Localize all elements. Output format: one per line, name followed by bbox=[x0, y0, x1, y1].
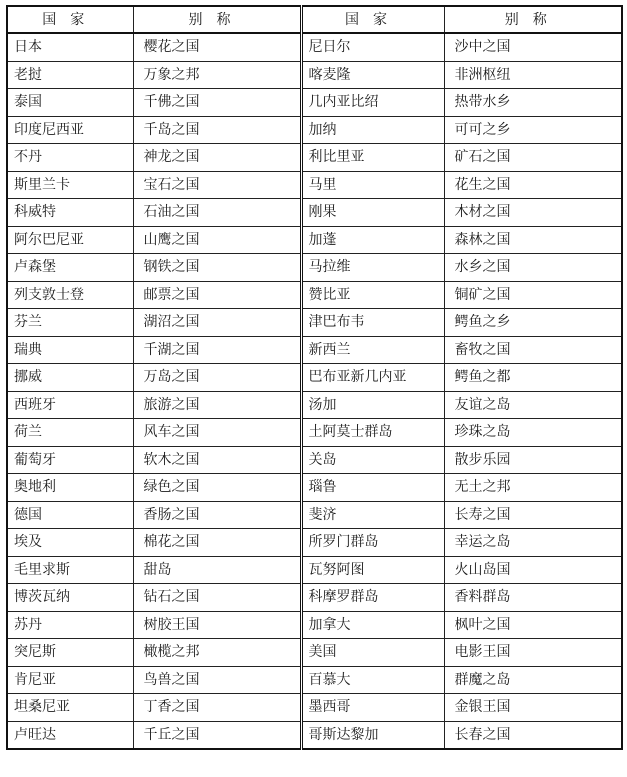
table-row bbox=[7, 474, 622, 502]
country-cell-left: 肯尼亚 bbox=[7, 666, 133, 694]
header-alias-left: 别称 bbox=[133, 6, 301, 33]
alias-cell-right: 可可之乡 bbox=[444, 116, 622, 144]
table-row bbox=[7, 584, 622, 612]
country-cell-left: 挪威 bbox=[7, 364, 133, 392]
alias-cell-right: 无土之邦 bbox=[444, 474, 622, 502]
country-cell-right: 几内亚比绍 bbox=[301, 89, 444, 117]
alias-cell-left: 风车之国 bbox=[133, 419, 301, 447]
table-row bbox=[7, 694, 622, 722]
country-cell-left: 坦桑尼亚 bbox=[7, 694, 133, 722]
country-cell-left: 阿尔巴尼亚 bbox=[7, 226, 133, 254]
country-cell-right: 刚果 bbox=[301, 199, 444, 227]
alias-cell-right: 热带水乡 bbox=[444, 89, 622, 117]
country-cell-left: 科威特 bbox=[7, 199, 133, 227]
alias-cell-right: 幸运之岛 bbox=[444, 529, 622, 557]
country-cell-right: 加纳 bbox=[301, 116, 444, 144]
country-cell-right: 哥斯达黎加 bbox=[301, 721, 444, 749]
alias-cell-left: 万岛之国 bbox=[133, 364, 301, 392]
alias-cell-left: 绿色之国 bbox=[133, 474, 301, 502]
alias-cell-right: 矿石之国 bbox=[444, 144, 622, 172]
country-cell-left: 奥地利 bbox=[7, 474, 133, 502]
country-nickname-table bbox=[6, 5, 623, 750]
table-row bbox=[7, 611, 622, 639]
country-cell-left: 老挝 bbox=[7, 61, 133, 89]
table-row bbox=[7, 144, 622, 172]
country-cell-right: 汤加 bbox=[301, 391, 444, 419]
table-body bbox=[7, 33, 622, 749]
country-cell-right: 瓦努阿图 bbox=[301, 556, 444, 584]
table-row bbox=[7, 171, 622, 199]
country-cell-right: 马拉维 bbox=[301, 254, 444, 282]
country-cell-left: 毛里求斯 bbox=[7, 556, 133, 584]
country-cell-right: 瑙鲁 bbox=[301, 474, 444, 502]
country-cell-left: 博茨瓦纳 bbox=[7, 584, 133, 612]
alias-cell-right: 铜矿之国 bbox=[444, 281, 622, 309]
country-cell-right: 巴布亚新几内亚 bbox=[301, 364, 444, 392]
alias-cell-left: 鸟兽之国 bbox=[133, 666, 301, 694]
country-cell-right: 科摩罗群岛 bbox=[301, 584, 444, 612]
country-cell-right: 赞比亚 bbox=[301, 281, 444, 309]
alias-cell-left: 树胶王国 bbox=[133, 611, 301, 639]
alias-cell-right: 沙中之国 bbox=[444, 33, 622, 61]
table-header bbox=[7, 6, 622, 33]
table-row bbox=[7, 364, 622, 392]
alias-cell-left: 千丘之国 bbox=[133, 721, 301, 749]
alias-cell-right: 非洲枢纽 bbox=[444, 61, 622, 89]
alias-cell-left: 千佛之国 bbox=[133, 89, 301, 117]
country-cell-left: 西班牙 bbox=[7, 391, 133, 419]
alias-cell-left: 千岛之国 bbox=[133, 116, 301, 144]
country-cell-left: 瑞典 bbox=[7, 336, 133, 364]
table-row bbox=[7, 89, 622, 117]
alias-cell-right: 鳄鱼之乡 bbox=[444, 309, 622, 337]
alias-cell-left: 千湖之国 bbox=[133, 336, 301, 364]
country-cell-left: 卢森堡 bbox=[7, 254, 133, 282]
alias-cell-right: 香料群岛 bbox=[444, 584, 622, 612]
table-row bbox=[7, 254, 622, 282]
table-row bbox=[7, 419, 622, 447]
country-cell-left: 德国 bbox=[7, 501, 133, 529]
alias-cell-left: 棉花之国 bbox=[133, 529, 301, 557]
alias-cell-left: 宝石之国 bbox=[133, 171, 301, 199]
alias-cell-left: 神龙之国 bbox=[133, 144, 301, 172]
country-cell-left: 泰国 bbox=[7, 89, 133, 117]
country-cell-right: 关岛 bbox=[301, 446, 444, 474]
alias-cell-left: 石油之国 bbox=[133, 199, 301, 227]
table-row bbox=[7, 61, 622, 89]
table-row bbox=[7, 199, 622, 227]
alias-cell-left: 甜岛 bbox=[133, 556, 301, 584]
alias-cell-right: 鳄鱼之都 bbox=[444, 364, 622, 392]
alias-cell-left: 钢铁之国 bbox=[133, 254, 301, 282]
alias-cell-right: 火山岛国 bbox=[444, 556, 622, 584]
table-row bbox=[7, 116, 622, 144]
country-cell-left: 突尼斯 bbox=[7, 639, 133, 667]
table-row bbox=[7, 721, 622, 749]
alias-cell-right: 畜牧之国 bbox=[444, 336, 622, 364]
country-cell-right: 加蓬 bbox=[301, 226, 444, 254]
alias-cell-right: 友谊之岛 bbox=[444, 391, 622, 419]
country-cell-right: 美国 bbox=[301, 639, 444, 667]
table-row bbox=[7, 639, 622, 667]
country-cell-left: 印度尼西亚 bbox=[7, 116, 133, 144]
alias-cell-right: 长寿之国 bbox=[444, 501, 622, 529]
alias-cell-left: 樱花之国 bbox=[133, 33, 301, 61]
country-cell-right: 尼日尔 bbox=[301, 33, 444, 61]
alias-cell-right: 散步乐园 bbox=[444, 446, 622, 474]
header-country-left: 国家 bbox=[7, 6, 133, 33]
alias-cell-right: 金银王国 bbox=[444, 694, 622, 722]
country-cell-left: 列支敦士登 bbox=[7, 281, 133, 309]
alias-cell-right: 木材之国 bbox=[444, 199, 622, 227]
table-row bbox=[7, 281, 622, 309]
alias-cell-left: 山鹰之国 bbox=[133, 226, 301, 254]
country-cell-left: 埃及 bbox=[7, 529, 133, 557]
table-row bbox=[7, 309, 622, 337]
table-row bbox=[7, 556, 622, 584]
country-cell-left: 芬兰 bbox=[7, 309, 133, 337]
alias-cell-left: 香肠之国 bbox=[133, 501, 301, 529]
alias-cell-right: 群魔之岛 bbox=[444, 666, 622, 694]
alias-cell-right: 电影王国 bbox=[444, 639, 622, 667]
alias-cell-left: 软木之国 bbox=[133, 446, 301, 474]
country-cell-right: 墨西哥 bbox=[301, 694, 444, 722]
alias-cell-left: 万象之邦 bbox=[133, 61, 301, 89]
country-cell-right: 斐济 bbox=[301, 501, 444, 529]
alias-cell-left: 邮票之国 bbox=[133, 281, 301, 309]
alias-cell-right: 珍珠之岛 bbox=[444, 419, 622, 447]
country-cell-right: 利比里亚 bbox=[301, 144, 444, 172]
table-row bbox=[7, 336, 622, 364]
alias-cell-left: 橄榄之邦 bbox=[133, 639, 301, 667]
country-cell-left: 卢旺达 bbox=[7, 721, 133, 749]
table-row bbox=[7, 226, 622, 254]
alias-cell-right: 花生之国 bbox=[444, 171, 622, 199]
country-cell-right: 加拿大 bbox=[301, 611, 444, 639]
country-cell-left: 不丹 bbox=[7, 144, 133, 172]
country-cell-left: 斯里兰卡 bbox=[7, 171, 133, 199]
country-cell-right: 马里 bbox=[301, 171, 444, 199]
country-cell-right: 百慕大 bbox=[301, 666, 444, 694]
country-cell-left: 荷兰 bbox=[7, 419, 133, 447]
header-row bbox=[7, 6, 622, 33]
country-cell-left: 苏丹 bbox=[7, 611, 133, 639]
country-cell-right: 津巴布韦 bbox=[301, 309, 444, 337]
alias-cell-right: 枫叶之国 bbox=[444, 611, 622, 639]
country-cell-right: 喀麦隆 bbox=[301, 61, 444, 89]
alias-cell-left: 湖沼之国 bbox=[133, 309, 301, 337]
alias-cell-left: 旅游之国 bbox=[133, 391, 301, 419]
country-cell-right: 新西兰 bbox=[301, 336, 444, 364]
alias-cell-right: 长春之国 bbox=[444, 721, 622, 749]
alias-cell-left: 钻石之国 bbox=[133, 584, 301, 612]
country-cell-left: 葡萄牙 bbox=[7, 446, 133, 474]
table-row bbox=[7, 391, 622, 419]
alias-cell-right: 水乡之国 bbox=[444, 254, 622, 282]
country-cell-right: 所罗门群岛 bbox=[301, 529, 444, 557]
header-alias-right: 别称 bbox=[444, 6, 622, 33]
header-country-right: 国家 bbox=[301, 6, 444, 33]
table-row bbox=[7, 666, 622, 694]
table-row bbox=[7, 501, 622, 529]
alias-cell-left: 丁香之国 bbox=[133, 694, 301, 722]
alias-cell-right: 森林之国 bbox=[444, 226, 622, 254]
table-row bbox=[7, 529, 622, 557]
table-row bbox=[7, 446, 622, 474]
table-row bbox=[7, 33, 622, 61]
country-cell-left: 日本 bbox=[7, 33, 133, 61]
country-cell-right: 土阿莫士群岛 bbox=[301, 419, 444, 447]
